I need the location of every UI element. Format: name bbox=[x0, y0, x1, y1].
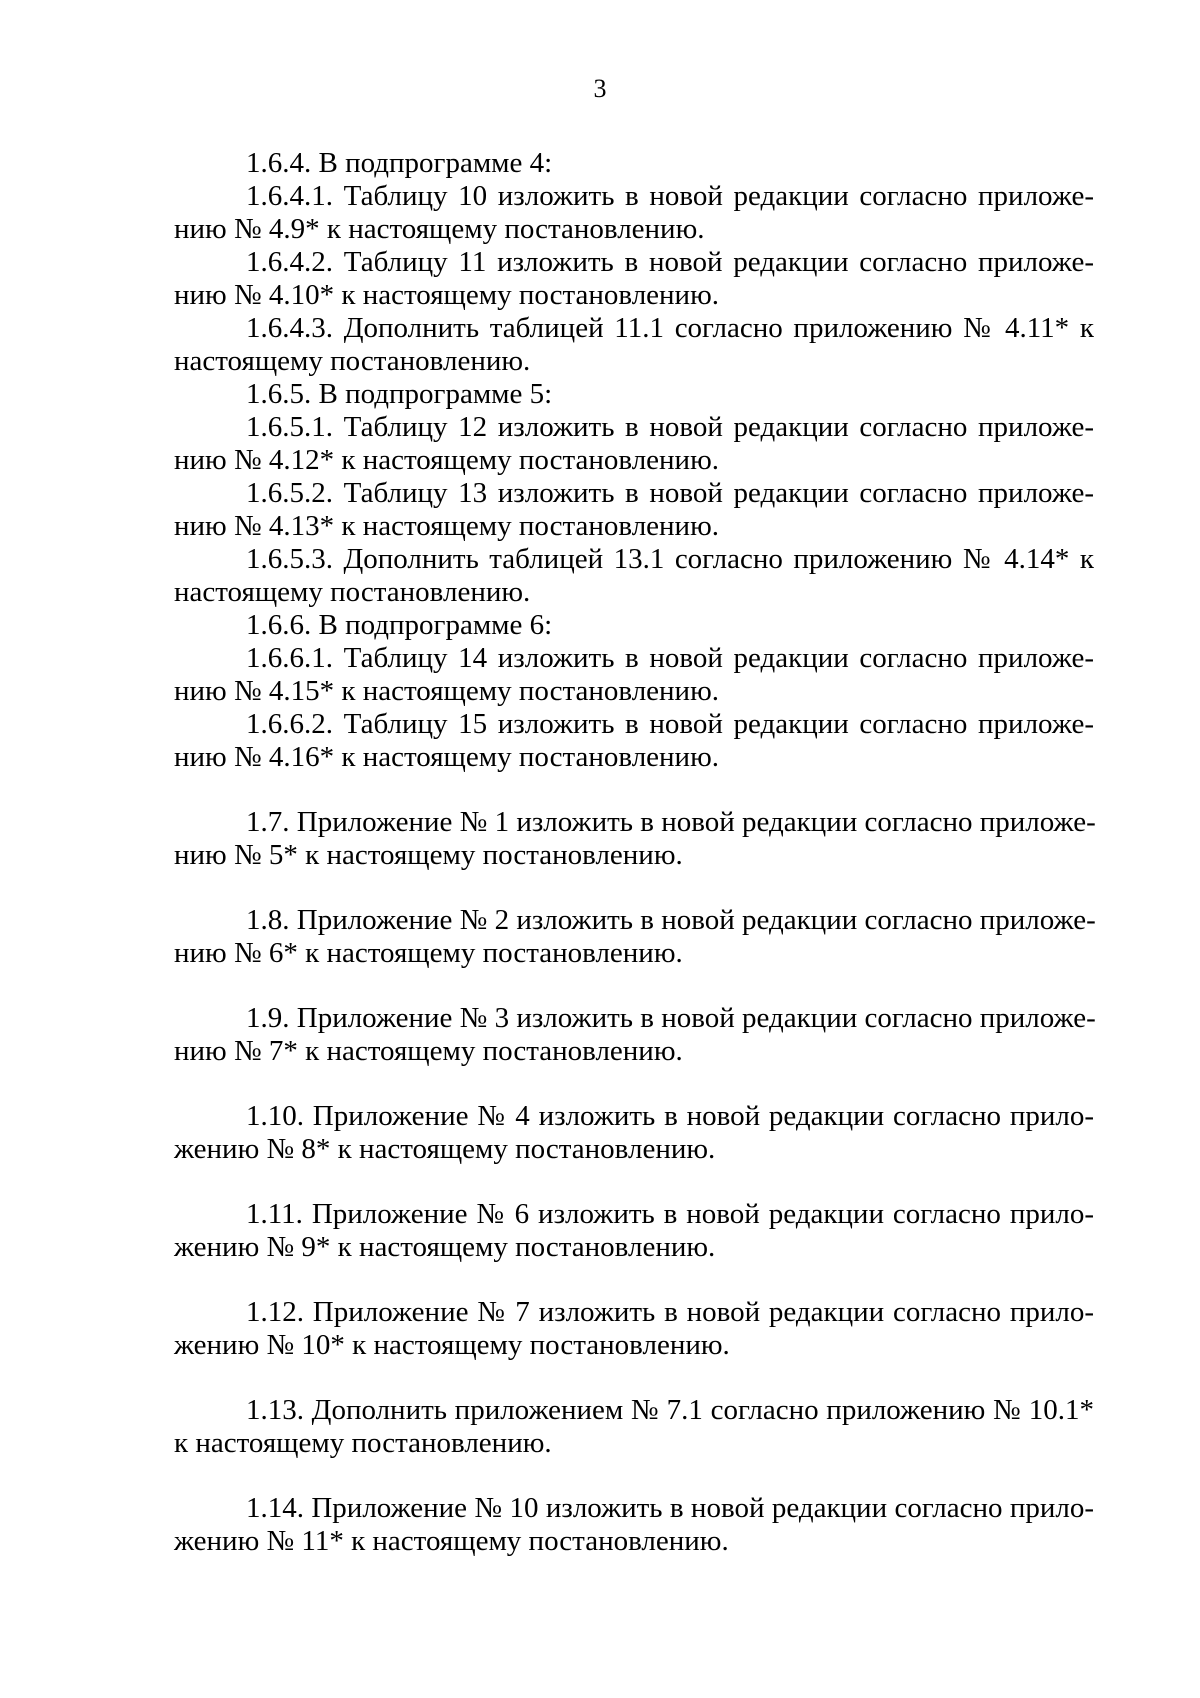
paragraph-line: 1.6.4. В подпрограмме 4: bbox=[246, 147, 553, 179]
paragraph-line: 1.6.4.1. Таблицу 10 изложить в новой редакции согласно приложе- bbox=[246, 180, 1094, 212]
paragraph-line: нию № 4.16* к настоящему постановлению. bbox=[174, 741, 719, 773]
paragraph-line: 1.8. Приложение № 2 изложить в новой редакции согласно приложе- bbox=[246, 904, 1096, 936]
paragraph-line: нию № 4.15* к настоящему постановлению. bbox=[174, 675, 719, 707]
paragraph-line: нию № 4.10* к настоящему постановлению. bbox=[174, 279, 719, 311]
paragraph-line: нию № 4.12* к настоящему постановлению. bbox=[174, 444, 719, 476]
paragraph-line: 1.6.4.3. Дополнить таблицей 11.1 согласно приложению № 4.11* к bbox=[246, 312, 1094, 344]
paragraph-gap bbox=[174, 1460, 1094, 1492]
paragraph-line: настоящему постановлению. bbox=[174, 345, 531, 377]
paragraph-line: 1.13. Дополнить приложением № 7.1 согласно приложению № 10.1* bbox=[246, 1394, 1094, 1426]
paragraph-line: жению № 8* к настоящему постановлению. bbox=[174, 1133, 716, 1165]
paragraph-line: 1.6.6.2. Таблицу 15 изложить в новой редакции согласно приложе- bbox=[246, 708, 1094, 740]
paragraph-line: жению № 10* к настоящему постановлению. bbox=[174, 1329, 730, 1361]
paragraph-line: нию № 5* к настоящему постановлению. bbox=[174, 839, 683, 871]
paragraph-line: 1.12. Приложение № 7 изложить в новой редакции согласно прило- bbox=[246, 1296, 1094, 1328]
paragraph-line: 1.6.5. В подпрограмме 5: bbox=[246, 378, 553, 410]
paragraph-line: 1.11. Приложение № 6 изложить в новой редакции согласно прило- bbox=[246, 1198, 1094, 1230]
paragraph-line: 1.6.5.2. Таблицу 13 изложить в новой редакции согласно приложе- bbox=[246, 477, 1094, 509]
paragraph-gap bbox=[174, 1362, 1094, 1394]
paragraph-gap bbox=[174, 1068, 1094, 1100]
paragraph-line: 1.10. Приложение № 4 изложить в новой редакции согласно прило- bbox=[246, 1100, 1094, 1132]
paragraph-gap bbox=[174, 1166, 1094, 1198]
paragraph-line: жению № 9* к настоящему постановлению. bbox=[174, 1231, 716, 1263]
paragraph-line: 1.7. Приложение № 1 изложить в новой редакции согласно приложе- bbox=[246, 806, 1096, 838]
paragraph-line: нию № 4.9* к настоящему постановлению. bbox=[174, 213, 705, 245]
page-number: 3 bbox=[593, 74, 607, 103]
paragraph-line: нию № 6* к настоящему постановлению. bbox=[174, 937, 683, 969]
paragraph-line: 1.6.5.3. Дополнить таблицей 13.1 согласно приложению № 4.14* к bbox=[246, 543, 1094, 575]
paragraph-line: 1.6.5.1. Таблицу 12 изложить в новой редакции согласно приложе- bbox=[246, 411, 1094, 443]
paragraph-gap bbox=[174, 774, 1094, 806]
paragraph-line: нию № 7* к настоящему постановлению. bbox=[174, 1035, 683, 1067]
paragraph-line: 1.14. Приложение № 10 изложить в новой редакции согласно прило- bbox=[246, 1492, 1094, 1524]
paragraph-gap bbox=[174, 872, 1094, 904]
paragraph-line: 1.6.6.1. Таблицу 14 изложить в новой редакции согласно приложе- bbox=[246, 642, 1094, 674]
paragraph-line: 1.6.4.2. Таблицу 11 изложить в новой редакции согласно приложе- bbox=[246, 246, 1094, 278]
paragraph-gap bbox=[174, 970, 1094, 1002]
paragraph-line: жению № 11* к настоящему постановлению. bbox=[174, 1525, 729, 1557]
paragraph-line: настоящему постановлению. bbox=[174, 576, 531, 608]
paragraph-gap bbox=[174, 1264, 1094, 1296]
paragraph-line: нию № 4.13* к настоящему постановлению. bbox=[174, 510, 719, 542]
document-body bbox=[174, 147, 1094, 1558]
paragraph-line: к настоящему постановлению. bbox=[174, 1427, 552, 1459]
paragraph-line: 1.6.6. В подпрограмме 6: bbox=[246, 609, 553, 641]
paragraph-line: 1.9. Приложение № 3 изложить в новой редакции согласно приложе- bbox=[246, 1002, 1096, 1034]
